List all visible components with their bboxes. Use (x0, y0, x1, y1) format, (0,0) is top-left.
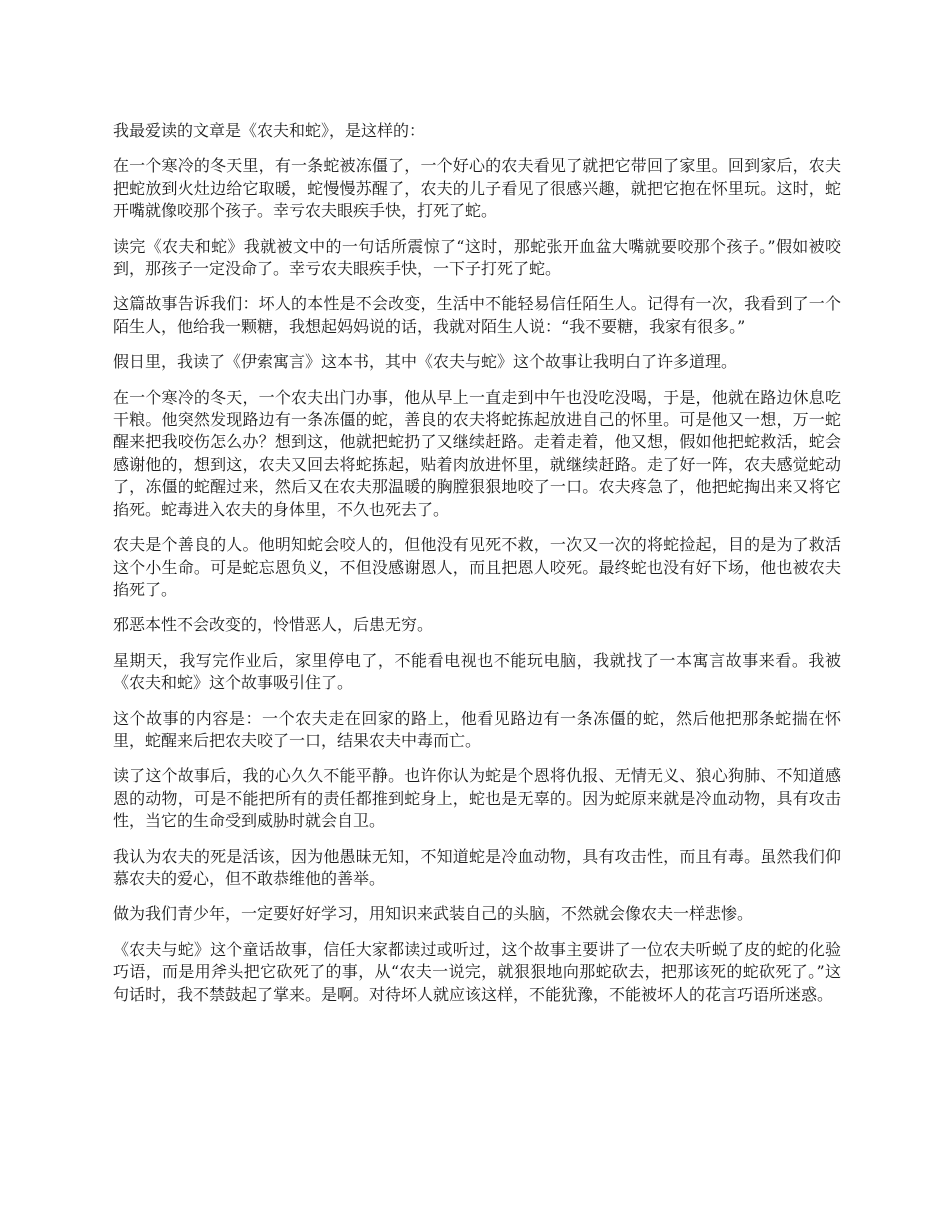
paragraph-reflection: 读了这个故事后，我的心久久不能平静。也许你认为蛇是个恩将仇报、无情无义、狼心狗肺、不知道感恩的动物，可是不能把所有的责任都推到蛇身上，蛇也是无辜的。因为蛇原来就是冷血动物，具有攻击性，当它的生命受到威胁时就会自卫。 (113, 766, 841, 831)
paragraph-kind-farmer: 农夫是个善良的人。他明知蛇会咬人的，但他没有见死不救，一次又一次的将蛇捡起，目的是为了救活这个小生命。可是蛇忘恩负义，不但没感谢恩人，而且把恩人咬死。最终蛇也没有好下场，他也被农夫掐死了。 (113, 535, 841, 599)
paragraph-fairy-tale: 《农夫与蛇》这个童话故事，信任大家都读过或听过，这个故事主要讲了一位农夫听蜕了皮的蛇的化验巧语，而是用斧头把它砍死了的事，从“农夫一说完，就狠狠地向那蛇砍去，把那该死的蛇砍死了。”这句话时，我不禁鼓起了掌来。是啊。对待坏人就应该这样，不能犹豫，不能被坏人的花言巧语所迷惑。 (113, 939, 841, 1004)
paragraph-reaction: 读完《农夫和蛇》我就被文中的一句话所震惊了“这时，那蛇张开血盆大嘴就要咬那个孩子。”假如被咬到，那孩子一定没命了。幸亏农夫眼疾手快，一下子打死了蛇。 (113, 236, 841, 279)
document-body (113, 120, 841, 1019)
paragraph-retelling: 在一个寒冷的冬天，一个农夫出门办事，他从早上一直走到中午也没吃没喝，于是，他就在路边休息吃干粮。他突然发现路边有一条冻僵的蛇，善良的农夫将蛇拣起放进自己的怀里。可是他又一想，万一蛇醒来把我咬伤怎么办？想到这，他就把蛇扔了又继续赶路。走着走着，他又想，假如他把蛇救活，蛇会感谢他的，想到这，农夫又回去将蛇拣起，贴着肉放进怀里，就继续赶路。走了好一阵，农夫感觉蛇动了，冻僵的蛇醒过来，然后又在农夫那温暖的胸膛狠狠地咬了一口。农夫疼急了，他把蛇掏出来又将它掐死。蛇毒进入农夫的身体里，不久也死去了。 (113, 387, 841, 519)
paragraph-story-summary: 在一个寒冷的冬天里，有一条蛇被冻僵了，一个好心的农夫看见了就把它带回了家里。回到家后，农夫把蛇放到火灶边给它取暖，蛇慢慢苏醒了，农夫的儿子看见了很感兴趣，就把它抱在怀里玩。这时，蛇开嘴就像咬那个孩子。幸亏农夫眼疾手快，打死了蛇。 (113, 156, 841, 221)
paragraph-intro: 我最爱读的文章是《农夫和蛇》，是这样的： (113, 121, 426, 140)
paragraph-aesop: 假日里，我读了《伊索寓言》这本书，其中《农夫与蛇》这个故事让我明白了许多道理。 (113, 352, 738, 372)
paragraph-lesson: 这篇故事告诉我们：坏人的本性是不会改变，生活中不能轻易信任陌生人。记得有一次，我看到了一个陌生人，他给我一颗糖，我想起妈妈说的话，我就对陌生人说：“我不要糖，我家有很多。” (113, 294, 841, 336)
paragraph-content: 这个故事的内容是：一个农夫走在回家的路上，他看见路边有一条冻僵的蛇，然后他把那条蛇揣在怀里，蛇醒来后把农夫咬了一口，结果农夫中毒而亡。 (113, 708, 841, 750)
paragraph-opinion: 我认为农夫的死是活该，因为他愚昧无知，不知道蛇是冷血动物，具有攻击性，而且有毒。虽然我们仰慕农夫的爱心，但不敢恭维他的善举。 (113, 846, 841, 888)
paragraph-sunday: 星期天，我写完作业后，家里停电了，不能看电视也不能玩电脑，我就找了一本寓言故事来看。我被《农夫和蛇》这个故事吸引住了。 (113, 650, 841, 693)
paragraph-moral: 邪恶本性不会改变的，怜惜恶人，后患无穷。 (113, 615, 434, 635)
paragraph-youth: 做为我们青少年，一定要好好学习，用知识来武装自己的头脑，不然就会像农夫一样悲惨。 (113, 904, 754, 924)
